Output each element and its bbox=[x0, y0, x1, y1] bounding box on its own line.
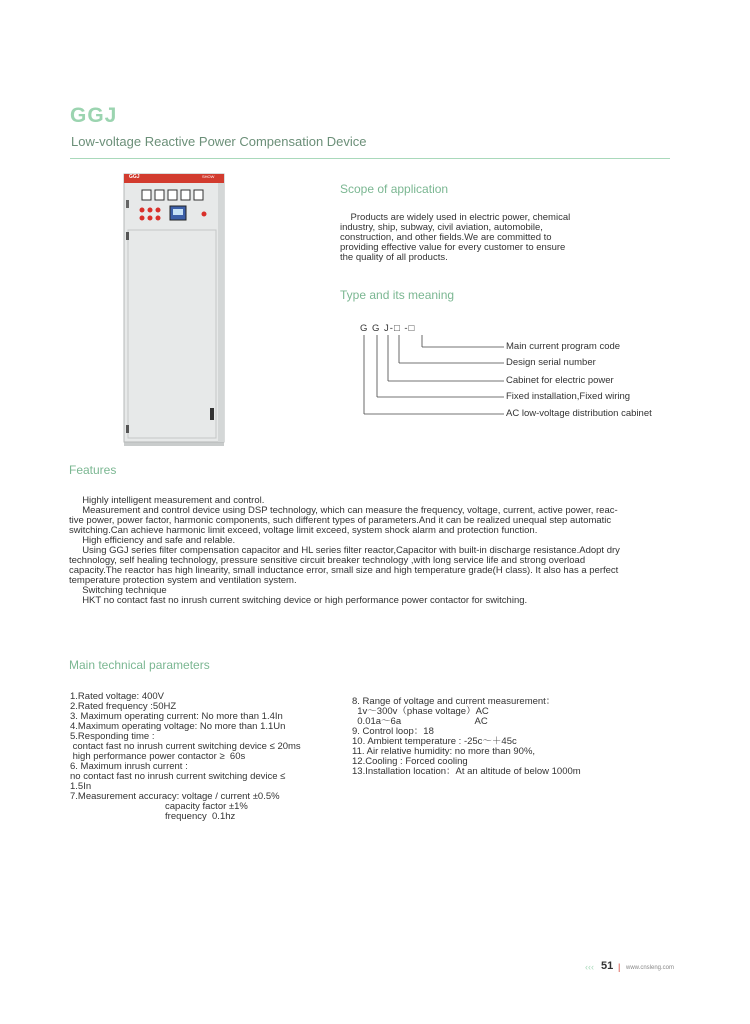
param-line: 2.Rated frequency :50HZ bbox=[70, 701, 177, 712]
footer-url: www.cnsleng.com bbox=[626, 965, 675, 971]
footer-separator: | bbox=[618, 962, 621, 972]
scope-line: Products are widely used in electric power, chemical bbox=[340, 212, 571, 223]
param-line: 3. Maximum operating current: No more than 1.4In bbox=[70, 711, 283, 722]
param-line: high performance power contactor ≥ 60s bbox=[70, 751, 246, 762]
features-line: HKT no contact fast no inrush current switching device or high performance power contactor for switching. bbox=[69, 595, 528, 606]
features-line: Using GGJ series filter compensation capacitor and HL series filter reactor,Capacitor with built-in discharge resistance.Adopt dry bbox=[69, 545, 620, 556]
scope-line: providing effective value for every customer to ensure bbox=[340, 242, 566, 253]
param-line: 9. Control loop：18 bbox=[352, 726, 434, 737]
param-line: 10. Ambient temperature : -25c～＋45c bbox=[352, 736, 517, 747]
param-line: 1.5In bbox=[70, 781, 92, 792]
page-subtitle: Low-voltage Reactive Power Compensation Device bbox=[71, 134, 367, 149]
type-label: Cabinet for electric power bbox=[506, 375, 614, 386]
param-line: 4.Maximum operating voltage: No more than 1.1Un bbox=[70, 721, 286, 732]
features-line: capacity.The reactor has high linearity, small inductance error, small size and high temperature grade(H class). It also has a perfect bbox=[69, 565, 619, 576]
param-line: frequency 0.1hz bbox=[70, 811, 236, 822]
param-line: contact fast no inrush current switching device ≤ 20ms bbox=[70, 741, 301, 752]
param-line: 7.Measurement accuracy: voltage / current ±0.5% bbox=[70, 791, 280, 802]
page-title: GGJ bbox=[70, 104, 118, 127]
cabinet-brand-left: GGJ bbox=[129, 174, 140, 180]
features-line: technology, self healing technology, pressure sensitive circuit breaker technology ,with long service life and strong overload bbox=[69, 555, 586, 566]
param-line: 1.Rated voltage: 400V bbox=[70, 691, 165, 702]
features-line: Switching technique bbox=[69, 585, 167, 596]
footer-marks: ‹‹‹ bbox=[585, 962, 594, 972]
features-line: Measurement and control device using DSP technology, which can measure the frequency, voltage, current, active power, reac- bbox=[69, 505, 618, 516]
features-line: temperature protection system and ventilation system. bbox=[69, 575, 297, 586]
features-line: Highly intelligent measurement and control. bbox=[69, 495, 265, 506]
param-line: 0.01a～6a AC bbox=[352, 716, 488, 727]
scope-line: the quality of all products. bbox=[340, 252, 448, 263]
type-heading: Type and its meaning bbox=[340, 288, 455, 302]
params-heading: Main technical parameters bbox=[69, 658, 210, 672]
features-text bbox=[69, 496, 620, 606]
param-line: 1v～300v（phase voltage）AC bbox=[352, 706, 489, 717]
param-line: 6. Maximum inrush current : bbox=[70, 761, 188, 772]
params-left bbox=[70, 692, 301, 822]
page-number: 51 bbox=[601, 960, 614, 972]
scope-heading: Scope of application bbox=[340, 182, 449, 196]
type-label: Design serial number bbox=[506, 357, 596, 368]
type-label: Fixed installation,Fixed wiring bbox=[506, 391, 631, 402]
param-line: 5.Responding time : bbox=[70, 731, 155, 742]
type-code: G G J-□ -□ bbox=[360, 323, 416, 334]
scope-line: industry, ship, subway, civil aviation, automobile, bbox=[340, 222, 543, 233]
features-heading: Features bbox=[69, 463, 117, 477]
cabinet-brand-right: SHOW bbox=[202, 174, 215, 179]
features-line: tive power, power factor, harmonic components, such different types of parameters.And it can be realized unequal step automatic bbox=[69, 515, 612, 526]
scope-line: construction, and other fields.We are committed to bbox=[340, 232, 552, 243]
features-line: High efficiency and safe and relable. bbox=[69, 535, 236, 546]
param-line: no contact fast no inrush current switching device ≤ bbox=[70, 771, 286, 782]
type-label: Main current program code bbox=[506, 341, 621, 352]
features-line: switching.Can achieve harmonic limit exceed, voltage limit exceed, system shock alarm and protection function. bbox=[69, 525, 538, 536]
param-line: 12.Cooling : Forced cooling bbox=[352, 756, 468, 767]
param-line: capacity factor ±1% bbox=[70, 801, 248, 812]
param-line: 11. Air relative humidity: no more than 90%, bbox=[352, 746, 536, 757]
type-label: AC low-voltage distribution cabinet bbox=[506, 408, 652, 419]
params-right bbox=[352, 697, 581, 777]
param-line: 13.Installation location：At an altitude of below 1000m bbox=[352, 766, 581, 777]
param-line: 8. Range of voltage and current measurement： bbox=[352, 696, 556, 707]
